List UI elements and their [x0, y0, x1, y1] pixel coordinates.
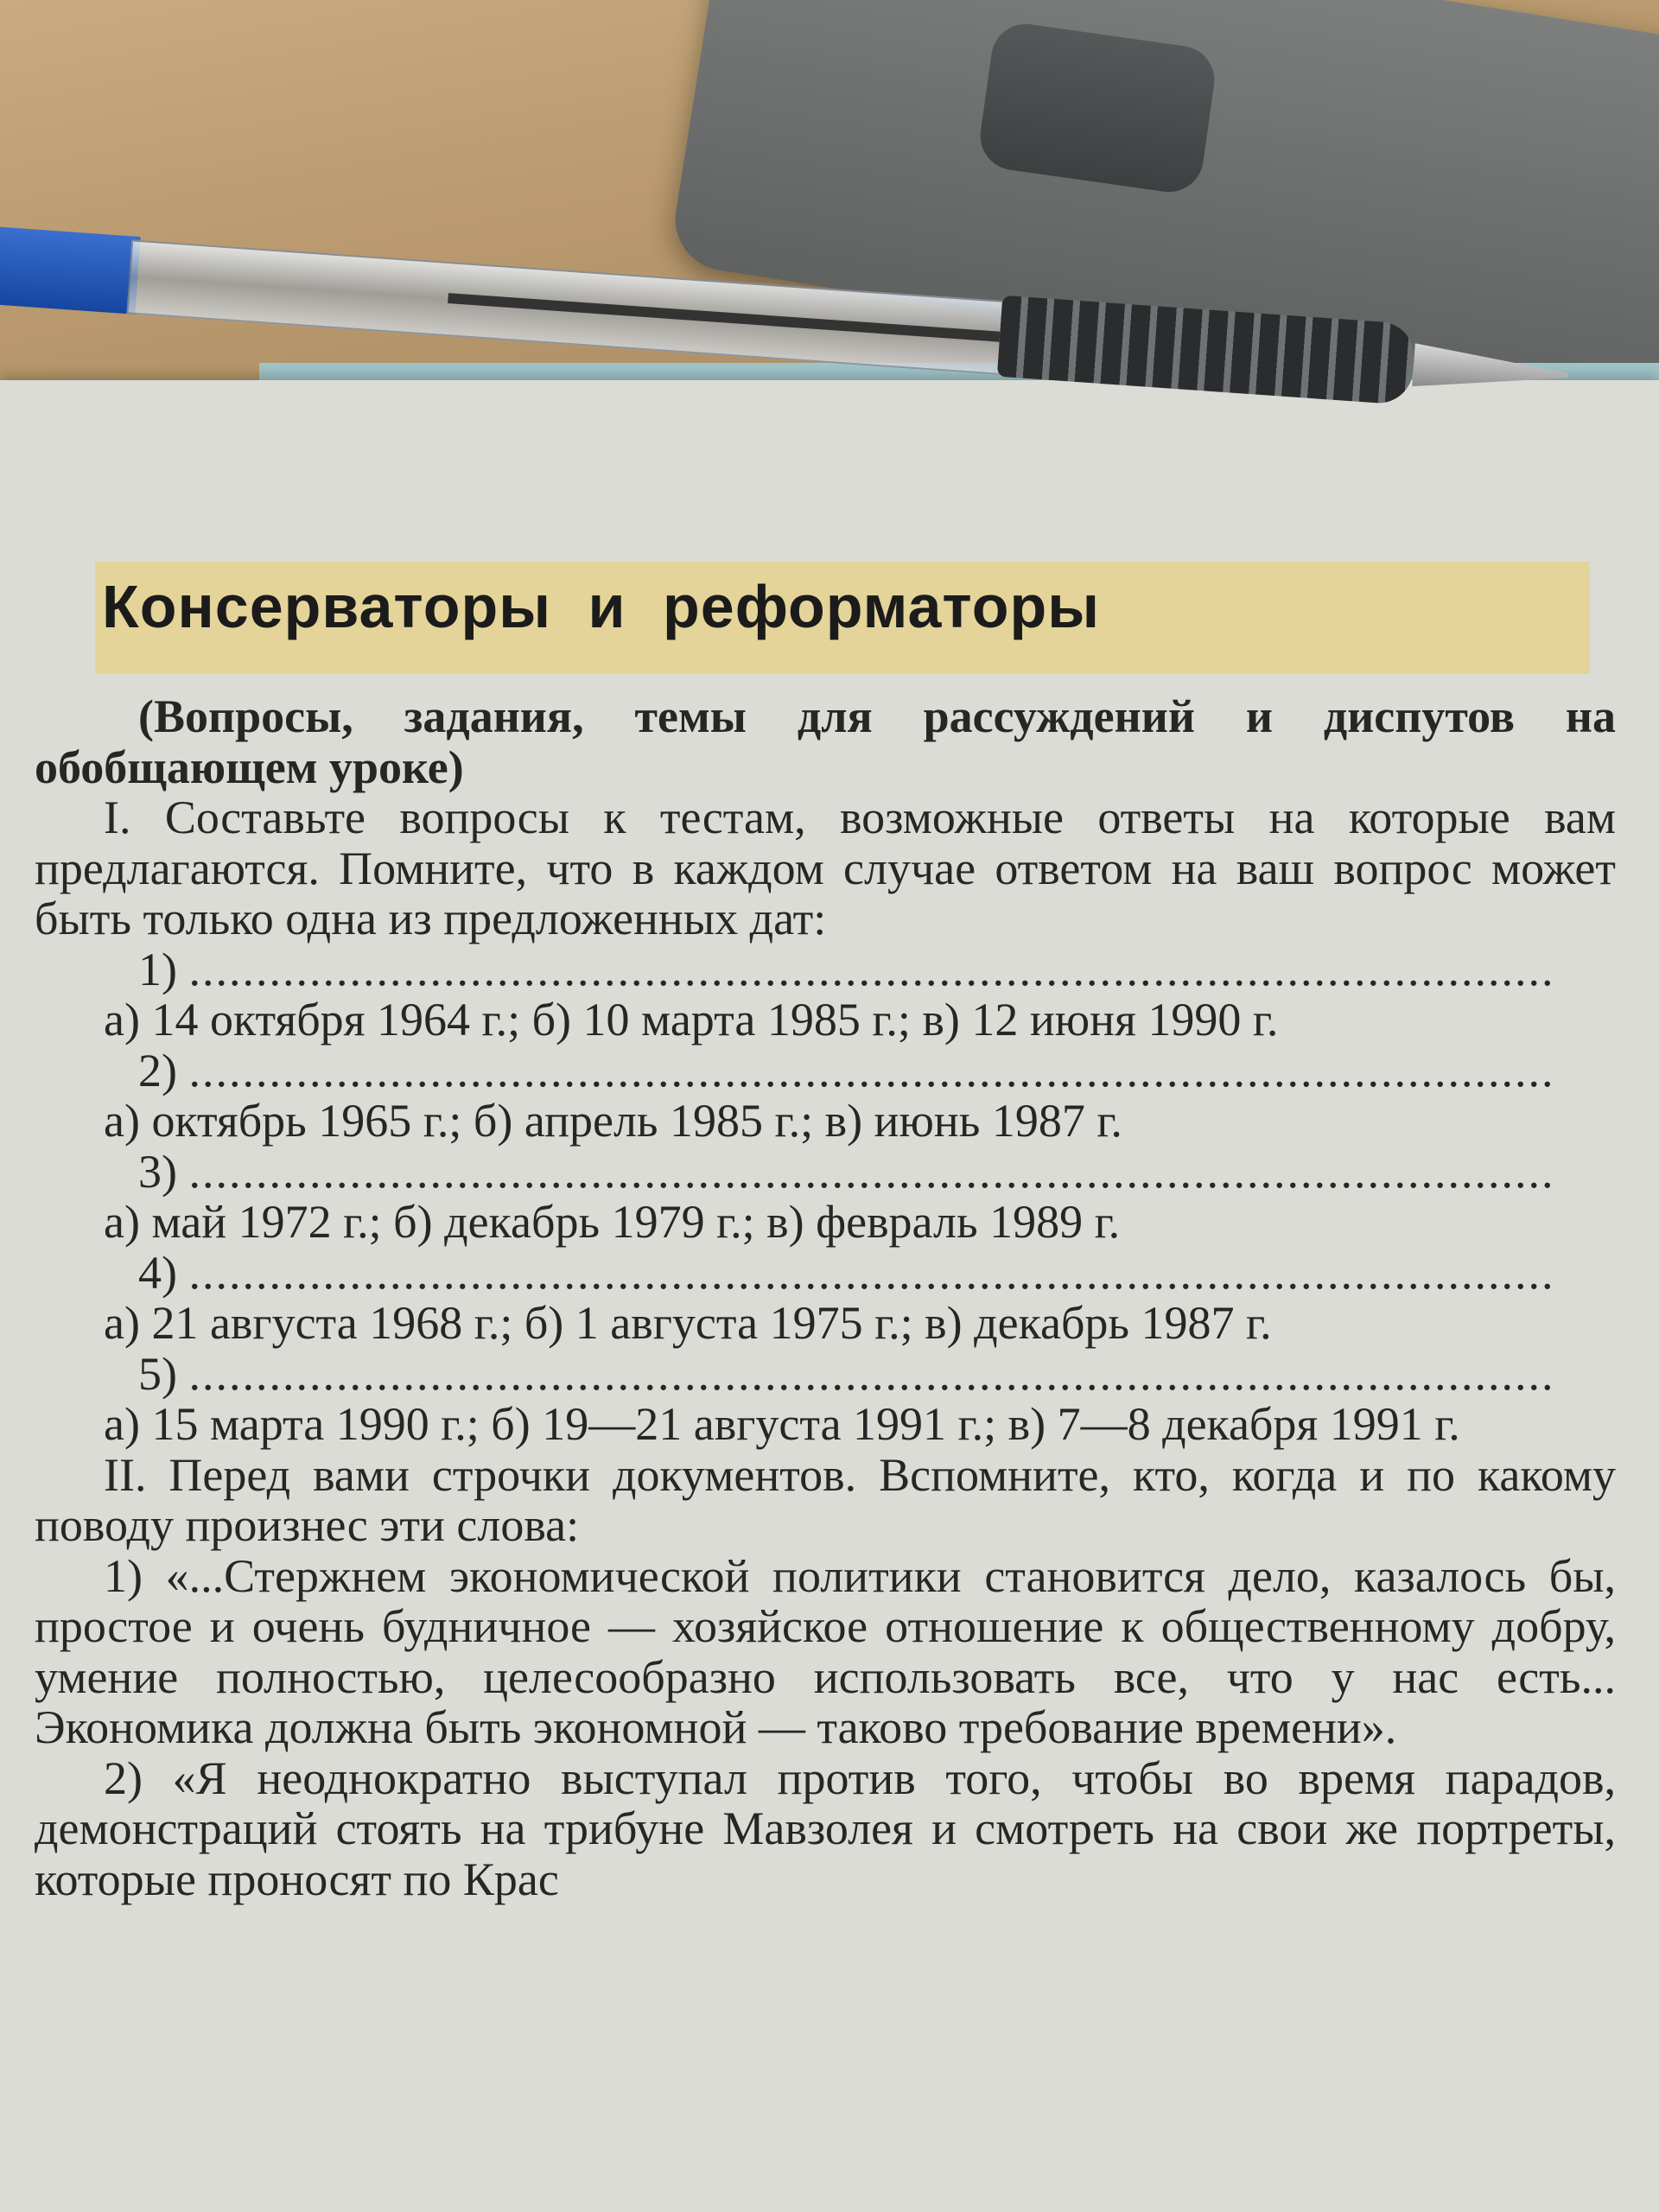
question-5-answers: а) 15 марта 1990 г.; б) 19—21 августа 1991 г.; в) 7—8 декабря 1991 г. — [104, 1398, 1460, 1450]
question-4-answers: а) 21 августа 1968 г.; б) 1 августа 1975 г.; в) декабрь 1987 г. — [104, 1297, 1272, 1349]
question-1-line: 1) ...................................................................................................... — [138, 944, 1555, 995]
question-2-answers: а) октябрь 1965 г.; б) апрель 1985 г.; в) июнь 1987 г. — [104, 1095, 1122, 1147]
page-title: Консерваторы и реформаторы — [102, 573, 1101, 640]
section1-intro: I. Составьте вопросы к тестам, возможные ответы на которые вам предлагаются. Помните, что в каждом случае ответом на ваш вопрос может быть только одна из предложенных дат: — [35, 791, 1616, 944]
quote-2: 2) «Я неоднократно выступал против того, чтобы во время парадов, демонстраций стоять на трибуне Мавзолея и смотреть на свои же портреты, которые проносят по Крас — [35, 1751, 1616, 1905]
question-4-line: 4) ...................................................................................................... — [138, 1247, 1555, 1298]
pen-tip — [1412, 343, 1570, 397]
page-subtitle: (Вопросы, задания, темы для рассуждений и диспутов на обобщающем уроке) — [35, 690, 1616, 793]
pencil-case-clasp — [976, 20, 1218, 197]
question-5-line: 5) ...................................................................................................... — [138, 1348, 1555, 1399]
question-3-line: 3) ...................................................................................................... — [138, 1146, 1555, 1197]
question-1-answers: а) 14 октября 1964 г.; б) 10 марта 1985 г.; в) 12 июня 1990 г. — [104, 994, 1279, 1046]
pen-cap — [0, 225, 141, 315]
question-3-answers: а) май 1972 г.; б) декабрь 1979 г.; в) февраль 1989 г. — [104, 1196, 1121, 1248]
section2-intro: II. Перед вами строчки документов. Вспомните, кто, когда и по какому поводу произнес эти слова: — [35, 1448, 1616, 1551]
page-body — [35, 691, 1616, 1904]
quote-1: 1) «...Стержнем экономической политики становится дело, казалось бы, простое и очень будничное — хозяйское отношение к общественному добру, умение полностью, целесообразно использовать все, что у нас есть... Экономика должна быть экономной — таково требование времени». — [35, 1549, 1616, 1753]
question-2-line: 2) ...................................................................................................... — [138, 1045, 1555, 1096]
